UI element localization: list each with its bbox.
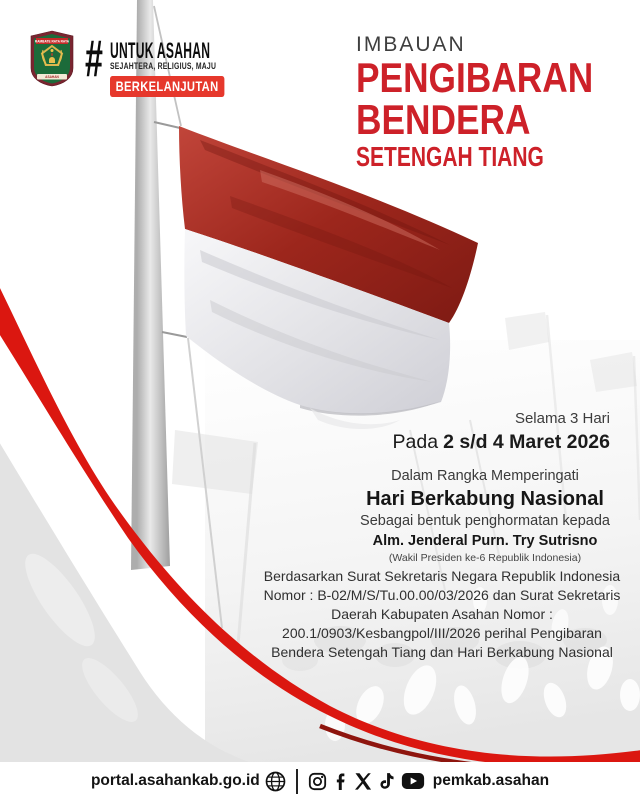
memorial-event: Hari Berkabung Nasional (366, 488, 604, 510)
headline-line2: BENDERA (356, 96, 531, 143)
brand-block (110, 38, 292, 97)
memorial-tribute: Sebagai bentuk penghormatan kepada (360, 513, 610, 529)
memorial-block (320, 467, 640, 566)
footer-divider (296, 769, 298, 794)
schedule-date-prefix: Pada (392, 431, 439, 453)
legal-basis-paragraph: Berdasarkan Surat Sekretaris Negara Republik Indonesia Nomor : B-02/M/S/Tu.00.00/03/2026 dan Surat Sekretaris Daerah Kabupaten Asahan Nomor : 200.1/0903/Kesbangpol/III/2026 perihal Pengibaran Bendera Setengah Tiang dan Hari Berkabung Nasional (263, 568, 621, 660)
youtube-icon (401, 772, 425, 790)
memorial-honoree: Alm. Jenderal Purn. Try Sutrisno (372, 533, 598, 549)
brand-tagline: SEJAHTERA, RELIGIUS, MAJU (110, 61, 217, 72)
globe-icon (264, 770, 287, 793)
crest-scroll-text: ASAHAN (45, 75, 59, 80)
brand-name: UNTUK ASAHAN (110, 38, 211, 63)
social-handle: pemkab.asahan (432, 772, 550, 789)
hashtag-symbol: # (85, 30, 103, 88)
website-url: portal.asahankab.go.id (90, 772, 260, 789)
crest-banner-text: RAMBATE RATA RAYA (34, 39, 70, 44)
instagram-icon (308, 772, 327, 791)
headline-line1: PENGIBARAN (356, 54, 594, 101)
headline-block (356, 33, 638, 172)
schedule-date-value: 2 s/d 4 Maret 2026 (443, 431, 610, 453)
asahan-regency-crest (29, 30, 75, 87)
headline-kicker: IMBAUAN (356, 33, 466, 56)
schedule-dates (393, 429, 610, 456)
tiktok-icon (378, 772, 396, 791)
memorial-intro: Dalam Rangka Memperingati (391, 468, 579, 484)
headline-line3: SETENGAH TIANG (356, 141, 544, 172)
memorial-honoree-title: (Wakil Presiden ke-6 Republik Indonesia) (388, 552, 582, 564)
schedule-block (393, 409, 610, 456)
x-icon (354, 772, 373, 791)
social-icons-row (308, 772, 425, 791)
brand-badge: BERKELANJUTAN (110, 76, 224, 97)
schedule-duration: Selama 3 Hari (514, 410, 610, 427)
footer-bar (0, 762, 640, 800)
facebook-icon (332, 772, 349, 791)
